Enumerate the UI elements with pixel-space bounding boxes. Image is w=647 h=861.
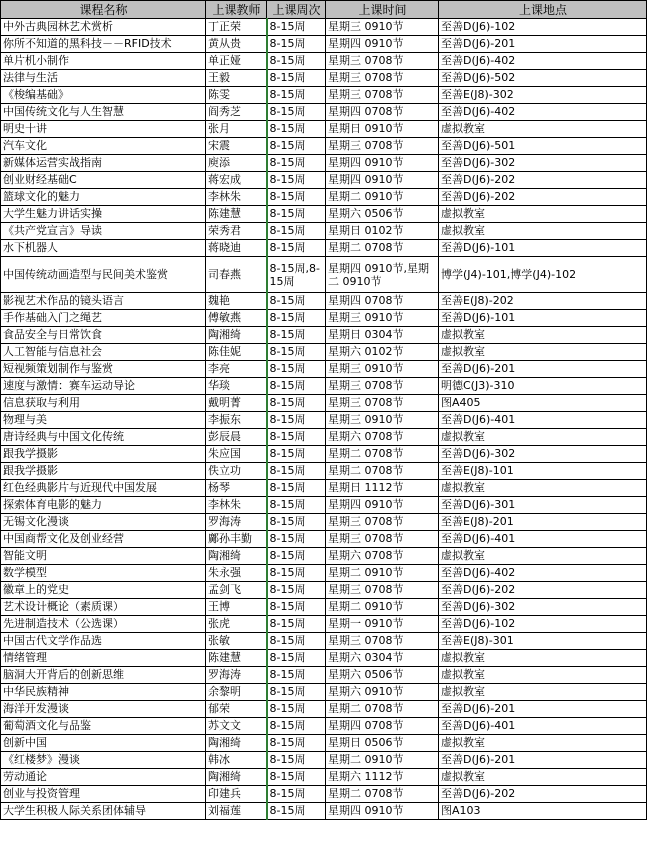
cell-weeks: 8-15周 <box>267 446 326 463</box>
cell-weeks: 8-15周 <box>267 240 326 257</box>
cell-weeks: 8-15周 <box>267 53 326 70</box>
cell-location: 虚拟教室 <box>439 327 647 344</box>
cell-weeks: 8-15周 <box>267 599 326 616</box>
table-row <box>1 599 647 616</box>
table-row <box>1 257 647 293</box>
table-row <box>1 155 647 172</box>
cell-time: 星期四 0910节 <box>326 803 439 820</box>
cell-teacher: 陶湘绮 <box>206 769 267 786</box>
cell-weeks: 8-15周 <box>267 344 326 361</box>
cell-course: 脑洞大开背后的创新思维 <box>1 667 206 684</box>
cell-location: 博学(J4)-101,博学(J4)-102 <box>439 257 647 293</box>
cell-course: 创业与投资管理 <box>1 786 206 803</box>
cell-time: 星期三 0708节 <box>326 514 439 531</box>
cell-course: 大学生魅力讲话实操 <box>1 206 206 223</box>
cell-weeks: 8-15周 <box>267 480 326 497</box>
cell-course: 影视艺术作品的镜头语言 <box>1 293 206 310</box>
cell-teacher: 陶湘绮 <box>206 327 267 344</box>
cell-course: 探索体育电影的魅力 <box>1 497 206 514</box>
cell-time: 星期四 0910节 <box>326 497 439 514</box>
cell-course: 手作基础入门之绳艺 <box>1 310 206 327</box>
cell-weeks: 8-15周 <box>267 633 326 650</box>
cell-course: 葡萄酒文化与品鉴 <box>1 718 206 735</box>
cell-teacher: 李林朱 <box>206 497 267 514</box>
cell-teacher: 朱永强 <box>206 565 267 582</box>
table-row <box>1 582 647 599</box>
cell-time: 星期三 0910节 <box>326 412 439 429</box>
cell-course: 单片机小制作 <box>1 53 206 70</box>
table-row <box>1 121 647 138</box>
cell-course: 明史十讲 <box>1 121 206 138</box>
cell-weeks: 8-15周 <box>267 223 326 240</box>
cell-weeks: 8-15周 <box>267 650 326 667</box>
cell-teacher: 魏艳 <box>206 293 267 310</box>
cell-course: 创新中国 <box>1 735 206 752</box>
cell-teacher: 余黎明 <box>206 684 267 701</box>
cell-weeks: 8-15周 <box>267 497 326 514</box>
cell-teacher: 单正娅 <box>206 53 267 70</box>
cell-course: 唐诗经典与中国文化传统 <box>1 429 206 446</box>
cell-teacher: 陶湘绮 <box>206 548 267 565</box>
cell-course: 《红楼梦》漫谈 <box>1 752 206 769</box>
cell-teacher: 阎秀芝 <box>206 104 267 121</box>
cell-time: 星期三 0708节 <box>326 53 439 70</box>
table-row <box>1 293 647 310</box>
cell-weeks: 8-15周 <box>267 395 326 412</box>
cell-location: 虚拟教室 <box>439 206 647 223</box>
cell-location: 虚拟教室 <box>439 429 647 446</box>
cell-teacher: 张虎 <box>206 616 267 633</box>
cell-time: 星期四 0910节 <box>326 172 439 189</box>
cell-location: 至善E(J8)-301 <box>439 633 647 650</box>
cell-time: 星期日 0102节 <box>326 223 439 240</box>
cell-location: 至善D(J6)-401 <box>439 718 647 735</box>
cell-course: 先进制造技术（公选课） <box>1 616 206 633</box>
table-row <box>1 395 647 412</box>
cell-time: 星期六 0708节 <box>326 548 439 565</box>
cell-course: 中国商帮文化及创业经营 <box>1 531 206 548</box>
table-row <box>1 531 647 548</box>
header-weeks: 上课周次 <box>267 1 326 19</box>
cell-course: 创业财经基础C <box>1 172 206 189</box>
table-row <box>1 616 647 633</box>
cell-teacher: 张月 <box>206 121 267 138</box>
cell-course: 《共产党宣言》导读 <box>1 223 206 240</box>
cell-location: 至善D(J6)-402 <box>439 53 647 70</box>
cell-weeks: 8-15周 <box>267 104 326 121</box>
cell-location: 虚拟教室 <box>439 735 647 752</box>
cell-teacher: 蒋晓迪 <box>206 240 267 257</box>
cell-teacher: 朱应国 <box>206 446 267 463</box>
cell-time: 星期六 0910节 <box>326 684 439 701</box>
cell-teacher: 苏文文 <box>206 718 267 735</box>
cell-weeks: 8-15周 <box>267 327 326 344</box>
cell-teacher: 孟剑飞 <box>206 582 267 599</box>
table-row <box>1 701 647 718</box>
cell-location: 至善D(J6)-101 <box>439 240 647 257</box>
cell-time: 星期二 0708节 <box>326 786 439 803</box>
cell-time: 星期日 0506节 <box>326 735 439 752</box>
cell-time: 星期六 0102节 <box>326 344 439 361</box>
cell-location: 虚拟教室 <box>439 223 647 240</box>
cell-time: 星期一 0910节 <box>326 616 439 633</box>
cell-weeks: 8-15周 <box>267 531 326 548</box>
cell-time: 星期三 0910节 <box>326 19 439 36</box>
cell-weeks: 8-15周 <box>267 429 326 446</box>
table-row <box>1 361 647 378</box>
cell-weeks: 8-15周 <box>267 684 326 701</box>
cell-teacher: 罗海涛 <box>206 667 267 684</box>
cell-time: 星期四 0910节 <box>326 155 439 172</box>
cell-location: 至善D(J6)-201 <box>439 752 647 769</box>
cell-time: 星期三 0910节 <box>326 310 439 327</box>
cell-location: 明德C(J3)-310 <box>439 378 647 395</box>
cell-location: 虚拟教室 <box>439 548 647 565</box>
cell-teacher: 鄺孙丰勤 <box>206 531 267 548</box>
cell-course: 跟我学摄影 <box>1 446 206 463</box>
cell-time: 星期二 0910节 <box>326 599 439 616</box>
cell-teacher: 庾添 <box>206 155 267 172</box>
cell-location: 至善D(J6)-202 <box>439 172 647 189</box>
table-row <box>1 718 647 735</box>
cell-time: 星期日 0304节 <box>326 327 439 344</box>
cell-time: 星期二 0708节 <box>326 446 439 463</box>
cell-teacher: 王博 <box>206 599 267 616</box>
cell-time: 星期三 0708节 <box>326 395 439 412</box>
cell-course: 数学模型 <box>1 565 206 582</box>
cell-weeks: 8-15周 <box>267 786 326 803</box>
cell-course: 水下机器人 <box>1 240 206 257</box>
cell-time: 星期三 0910节 <box>326 361 439 378</box>
cell-course: 跟我学摄影 <box>1 463 206 480</box>
cell-teacher: 华琰 <box>206 378 267 395</box>
table-row <box>1 327 647 344</box>
table-row <box>1 548 647 565</box>
cell-teacher: 罗海涛 <box>206 514 267 531</box>
cell-weeks: 8-15周 <box>267 803 326 820</box>
cell-weeks: 8-15周 <box>267 36 326 53</box>
cell-weeks: 8-15周 <box>267 378 326 395</box>
table-row <box>1 735 647 752</box>
cell-weeks: 8-15周 <box>267 718 326 735</box>
cell-time: 星期二 0708节 <box>326 463 439 480</box>
cell-weeks: 8-15周 <box>267 155 326 172</box>
cell-time: 星期六 1112节 <box>326 769 439 786</box>
table-row <box>1 650 647 667</box>
cell-course: 篮球文化的魅力 <box>1 189 206 206</box>
cell-weeks: 8-15周 <box>267 565 326 582</box>
cell-time: 星期四 0708节 <box>326 718 439 735</box>
cell-course: 速度与激情：赛车运动导论 <box>1 378 206 395</box>
table-row <box>1 786 647 803</box>
cell-teacher: 杨琴 <box>206 480 267 497</box>
table-row <box>1 667 647 684</box>
cell-location: 至善E(J8)-101 <box>439 463 647 480</box>
cell-weeks: 8-15周 <box>267 172 326 189</box>
cell-course: 红色经典影片与近现代中国发展 <box>1 480 206 497</box>
cell-course: 大学生积极人际关系团体辅导 <box>1 803 206 820</box>
cell-weeks: 8-15周 <box>267 616 326 633</box>
table-row <box>1 514 647 531</box>
table-body <box>1 1 647 820</box>
cell-teacher: 丁正荣 <box>206 19 267 36</box>
cell-weeks: 8-15周 <box>267 667 326 684</box>
cell-weeks: 8-15周 <box>267 514 326 531</box>
cell-course: 短视频策划制作与鉴赏 <box>1 361 206 378</box>
cell-location: 虚拟教室 <box>439 769 647 786</box>
table-row <box>1 53 647 70</box>
cell-location: 至善D(J6)-302 <box>439 155 647 172</box>
header-time: 上课时间 <box>326 1 439 19</box>
cell-course: 中国古代文学作品选 <box>1 633 206 650</box>
cell-location: 至善D(J6)-401 <box>439 531 647 548</box>
cell-weeks: 8-15周 <box>267 463 326 480</box>
cell-location: 虚拟教室 <box>439 650 647 667</box>
cell-time: 星期二 0708节 <box>326 701 439 718</box>
cell-teacher: 刘福莲 <box>206 803 267 820</box>
table-row <box>1 70 647 87</box>
table-row <box>1 206 647 223</box>
cell-teacher: 宋震 <box>206 138 267 155</box>
cell-weeks: 8-15周 <box>267 412 326 429</box>
cell-location: 虚拟教室 <box>439 344 647 361</box>
cell-weeks: 8-15周 <box>267 361 326 378</box>
table-row <box>1 138 647 155</box>
cell-location: 至善D(J6)-301 <box>439 497 647 514</box>
cell-teacher: 印建兵 <box>206 786 267 803</box>
cell-course: 物理与美 <box>1 412 206 429</box>
cell-course: 中国传统文化与人生智慧 <box>1 104 206 121</box>
cell-time: 星期二 0708节 <box>326 240 439 257</box>
cell-teacher: 司春燕 <box>206 257 267 293</box>
cell-location: 至善D(J6)-202 <box>439 189 647 206</box>
cell-time: 星期三 0708节 <box>326 633 439 650</box>
cell-teacher: 李亮 <box>206 361 267 378</box>
cell-time: 星期三 0708节 <box>326 582 439 599</box>
cell-course: 海洋开发漫谈 <box>1 701 206 718</box>
cell-teacher: 李振东 <box>206 412 267 429</box>
table-row <box>1 172 647 189</box>
cell-location: 虚拟教室 <box>439 684 647 701</box>
cell-time: 星期三 0708节 <box>326 378 439 395</box>
table-row <box>1 87 647 104</box>
table-row <box>1 752 647 769</box>
header-row <box>1 1 647 19</box>
cell-time: 星期六 0708节 <box>326 429 439 446</box>
header-teacher: 上课教师 <box>206 1 267 19</box>
cell-time: 星期四 0708节 <box>326 293 439 310</box>
cell-time: 星期四 0910节 <box>326 36 439 53</box>
cell-course: 信息获取与利用 <box>1 395 206 412</box>
cell-time: 星期四 0910节,星期二 0910节 <box>326 257 439 293</box>
cell-location: 图A103 <box>439 803 647 820</box>
cell-weeks: 8-15周 <box>267 735 326 752</box>
cell-weeks: 8-15周 <box>267 769 326 786</box>
cell-course: 汽车文化 <box>1 138 206 155</box>
cell-time: 星期日 1112节 <box>326 480 439 497</box>
cell-course: 劳动通论 <box>1 769 206 786</box>
cell-course: 法律与生活 <box>1 70 206 87</box>
cell-teacher: 戴明菁 <box>206 395 267 412</box>
cell-weeks: 8-15周 <box>267 582 326 599</box>
cell-course: 你所不知道的黑科技－－RFID技术 <box>1 36 206 53</box>
cell-teacher: 陈建慧 <box>206 206 267 223</box>
cell-location: 至善D(J6)-302 <box>439 446 647 463</box>
table-row <box>1 19 647 36</box>
cell-course: 《梭编基础》 <box>1 87 206 104</box>
cell-weeks: 8-15周,8-15周 <box>267 257 326 293</box>
cell-weeks: 8-15周 <box>267 138 326 155</box>
cell-location: 至善D(J6)-402 <box>439 104 647 121</box>
cell-location: 至善D(J6)-201 <box>439 361 647 378</box>
cell-weeks: 8-15周 <box>267 701 326 718</box>
cell-teacher: 郁荣 <box>206 701 267 718</box>
cell-teacher: 陈建慧 <box>206 650 267 667</box>
cell-time: 星期二 0910节 <box>326 752 439 769</box>
cell-teacher: 王毅 <box>206 70 267 87</box>
cell-course: 食品安全与日常饮食 <box>1 327 206 344</box>
cell-location: 至善D(J6)-202 <box>439 582 647 599</box>
cell-weeks: 8-15周 <box>267 206 326 223</box>
cell-weeks: 8-15周 <box>267 19 326 36</box>
cell-weeks: 8-15周 <box>267 293 326 310</box>
table-row <box>1 104 647 121</box>
table-row <box>1 412 647 429</box>
cell-location: 至善D(J6)-201 <box>439 36 647 53</box>
cell-location: 至善E(J8)-202 <box>439 293 647 310</box>
cell-location: 至善D(J6)-202 <box>439 786 647 803</box>
cell-time: 星期六 0506节 <box>326 206 439 223</box>
cell-location: 至善D(J6)-201 <box>439 701 647 718</box>
table-row <box>1 223 647 240</box>
cell-time: 星期六 0304节 <box>326 650 439 667</box>
cell-course: 新媒体运营实战指南 <box>1 155 206 172</box>
cell-time: 星期三 0708节 <box>326 70 439 87</box>
cell-teacher: 荣秀君 <box>206 223 267 240</box>
cell-teacher: 彭辰晨 <box>206 429 267 446</box>
cell-location: 至善D(J6)-501 <box>439 138 647 155</box>
cell-location: 至善D(J6)-302 <box>439 599 647 616</box>
cell-weeks: 8-15周 <box>267 87 326 104</box>
cell-time: 星期三 0708节 <box>326 531 439 548</box>
table-row <box>1 446 647 463</box>
cell-weeks: 8-15周 <box>267 752 326 769</box>
cell-time: 星期二 0910节 <box>326 565 439 582</box>
cell-location: 至善E(J8)-201 <box>439 514 647 531</box>
cell-time: 星期四 0708节 <box>326 104 439 121</box>
cell-course: 中国传统动画造型与民间美术鉴赏 <box>1 257 206 293</box>
table-row <box>1 378 647 395</box>
table-row <box>1 429 647 446</box>
cell-time: 星期三 0708节 <box>326 138 439 155</box>
cell-location: 至善D(J6)-402 <box>439 565 647 582</box>
table-row <box>1 480 647 497</box>
cell-teacher: 蒋宏成 <box>206 172 267 189</box>
header-course: 课程名称 <box>1 1 206 19</box>
table-row <box>1 684 647 701</box>
cell-teacher: 陈雯 <box>206 87 267 104</box>
cell-teacher: 陈佳妮 <box>206 344 267 361</box>
cell-teacher: 陶湘绮 <box>206 735 267 752</box>
table-row <box>1 36 647 53</box>
cell-course: 艺术设计概论（素质课） <box>1 599 206 616</box>
table-row <box>1 344 647 361</box>
table-row <box>1 769 647 786</box>
table-row <box>1 310 647 327</box>
cell-location: 至善D(J6)-102 <box>439 616 647 633</box>
cell-weeks: 8-15周 <box>267 548 326 565</box>
table-row <box>1 240 647 257</box>
table-row <box>1 803 647 820</box>
table-row <box>1 497 647 514</box>
cell-course: 情绪管理 <box>1 650 206 667</box>
cell-time: 星期三 0708节 <box>326 87 439 104</box>
cell-location: 虚拟教室 <box>439 121 647 138</box>
table-row <box>1 189 647 206</box>
cell-teacher: 黄从贵 <box>206 36 267 53</box>
cell-course: 中外古典园林艺术赏析 <box>1 19 206 36</box>
cell-time: 星期六 0506节 <box>326 667 439 684</box>
cell-weeks: 8-15周 <box>267 70 326 87</box>
cell-location: 至善E(J8)-302 <box>439 87 647 104</box>
cell-location: 虚拟教室 <box>439 667 647 684</box>
cell-location: 至善D(J6)-502 <box>439 70 647 87</box>
cell-course: 智能文明 <box>1 548 206 565</box>
cell-teacher: 佚立功 <box>206 463 267 480</box>
cell-weeks: 8-15周 <box>267 310 326 327</box>
cell-teacher: 李林朱 <box>206 189 267 206</box>
cell-location: 至善D(J6)-102 <box>439 19 647 36</box>
cell-weeks: 8-15周 <box>267 189 326 206</box>
table-row <box>1 565 647 582</box>
cell-course: 人工智能与信息社会 <box>1 344 206 361</box>
cell-time: 星期二 0910节 <box>326 189 439 206</box>
table-row <box>1 633 647 650</box>
header-location: 上课地点 <box>439 1 647 19</box>
cell-teacher: 傅敏燕 <box>206 310 267 327</box>
cell-location: 至善D(J6)-101 <box>439 310 647 327</box>
cell-course: 徽章上的党史 <box>1 582 206 599</box>
cell-location: 虚拟教室 <box>439 480 647 497</box>
cell-weeks: 8-15周 <box>267 121 326 138</box>
cell-time: 星期日 0910节 <box>326 121 439 138</box>
cell-course: 无锡文化漫谈 <box>1 514 206 531</box>
cell-teacher: 韩冰 <box>206 752 267 769</box>
cell-location: 至善D(J6)-401 <box>439 412 647 429</box>
cell-teacher: 张敏 <box>206 633 267 650</box>
table-row <box>1 463 647 480</box>
cell-location: 图A405 <box>439 395 647 412</box>
cell-course: 中华民族精神 <box>1 684 206 701</box>
